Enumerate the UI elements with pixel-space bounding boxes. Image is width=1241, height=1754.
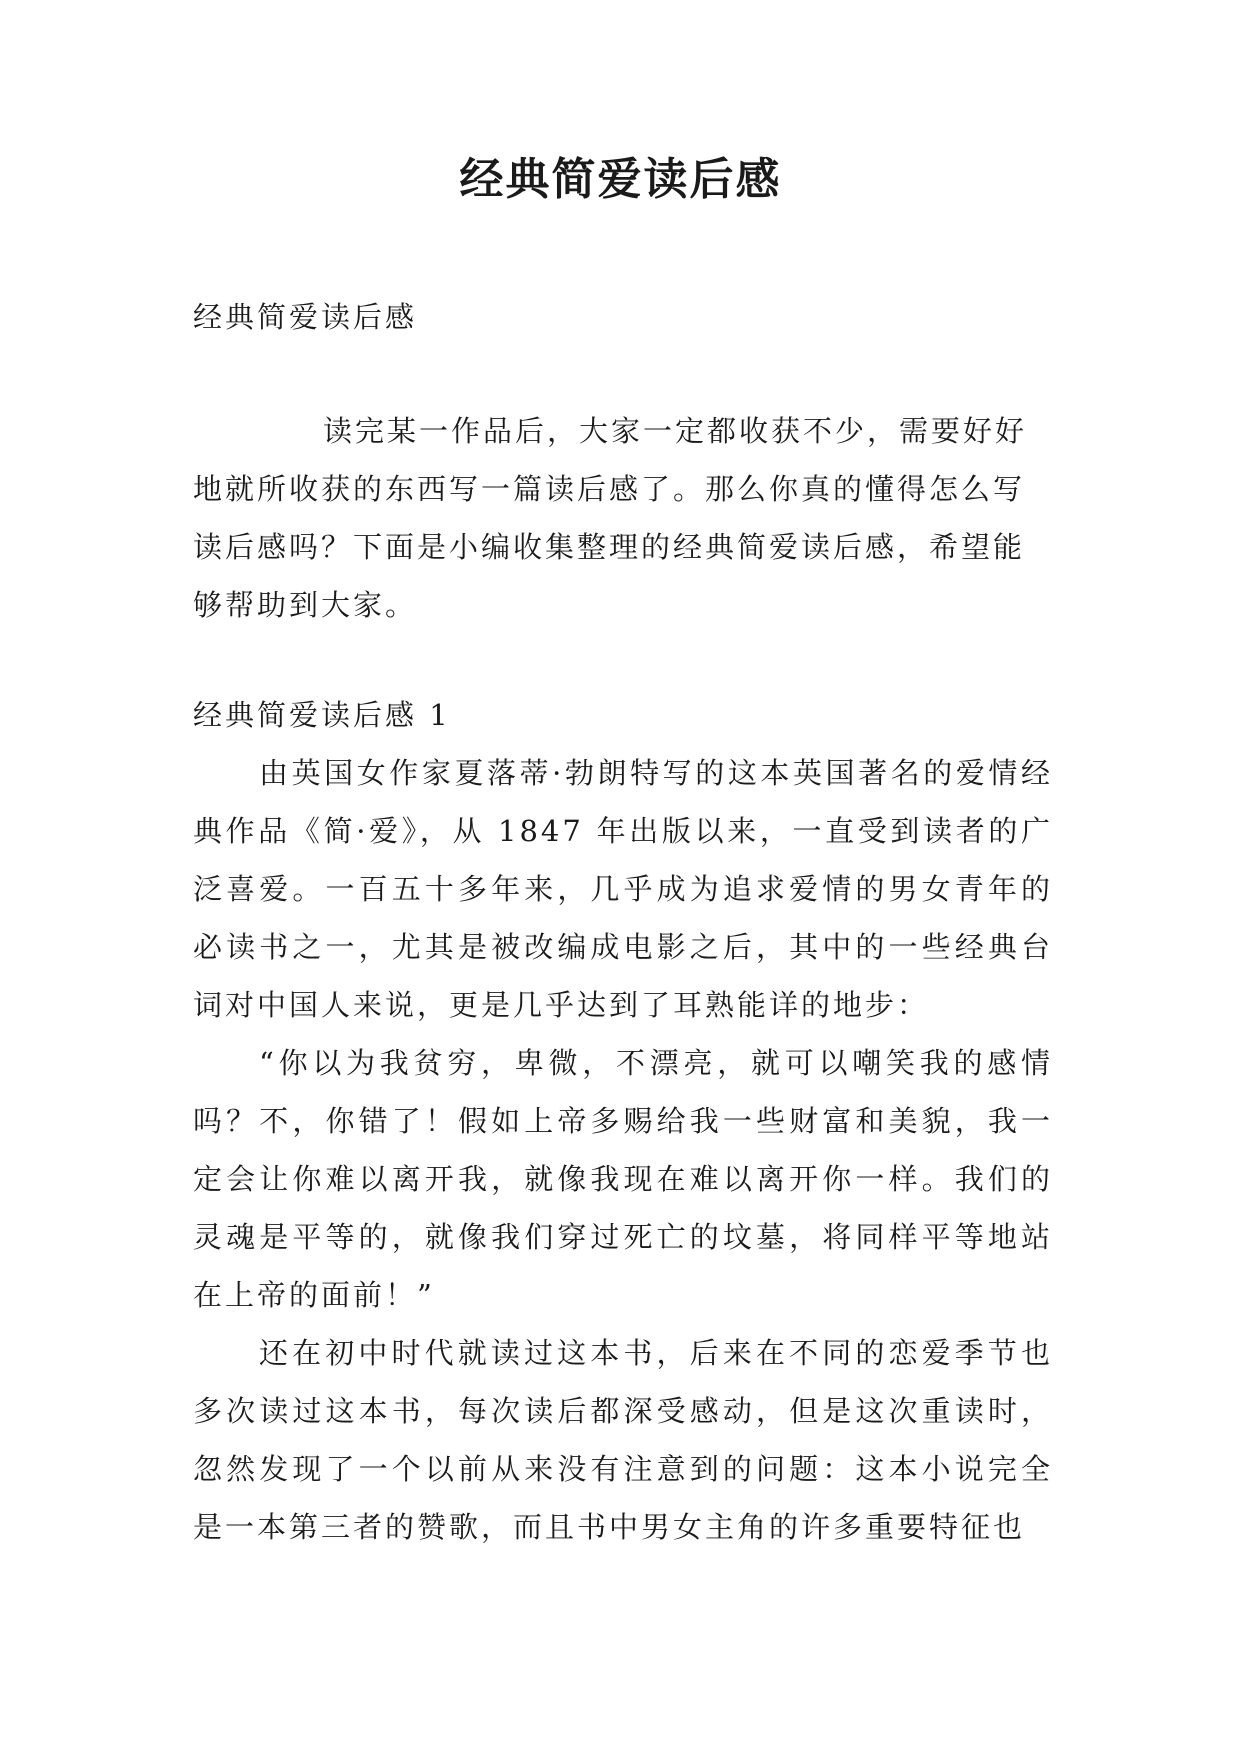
document-title: 经典简爱读后感 — [459, 154, 782, 205]
article-body — [193, 744, 1053, 1556]
document-subtitle: 经典简爱读后感 — [193, 300, 418, 334]
body-paragraph: 由英国女作家夏落蒂·勃朗特写的这本英国著名的爱情经典作品《简·爱》，从 1847 年出版以来，一直受到读者的广泛喜爱。一百五十多年来，几乎成为追求爱情的男女青年的必读书之一，尤其是被改编成电影之后，其中的一些经典台词对中国人来说，更是几乎达到了耳熟能详的地步： — [193, 756, 1053, 1022]
body-paragraph: 还在初中时代就读过这本书，后来在不同的恋爱季节也多次读过这本书，每次读后都深受感动，但是这次重读时，忽然发现了一个以前从来没有注意到的问题：这本小说完全是一本第三者的赞歌，而且书中男女主角的许多重要特征也 — [193, 1336, 1053, 1544]
quote-paragraph: “你以为我贫穷，卑微，不漂亮，就可以嘲笑我的感情吗？不，你错了！假如上帝多赐给我一些财富和美貌，我一定会让你难以离开我，就像我现在难以离开你一样。我们的灵魂是平等的，就像我们穿过死亡的坟墓，将同样平等地站在上帝的面前！” — [193, 1046, 1053, 1312]
intro-paragraph: 读完某一作品后，大家一定都收获不少，需要好好地就所收获的东西写一篇读后感了。那么你真的懂得怎么写读后感吗？下面是小编收集整理的经典简爱读后感，希望能够帮助到大家。 — [193, 414, 1028, 622]
section-heading: 经典简爱读后感 1 — [193, 698, 451, 732]
